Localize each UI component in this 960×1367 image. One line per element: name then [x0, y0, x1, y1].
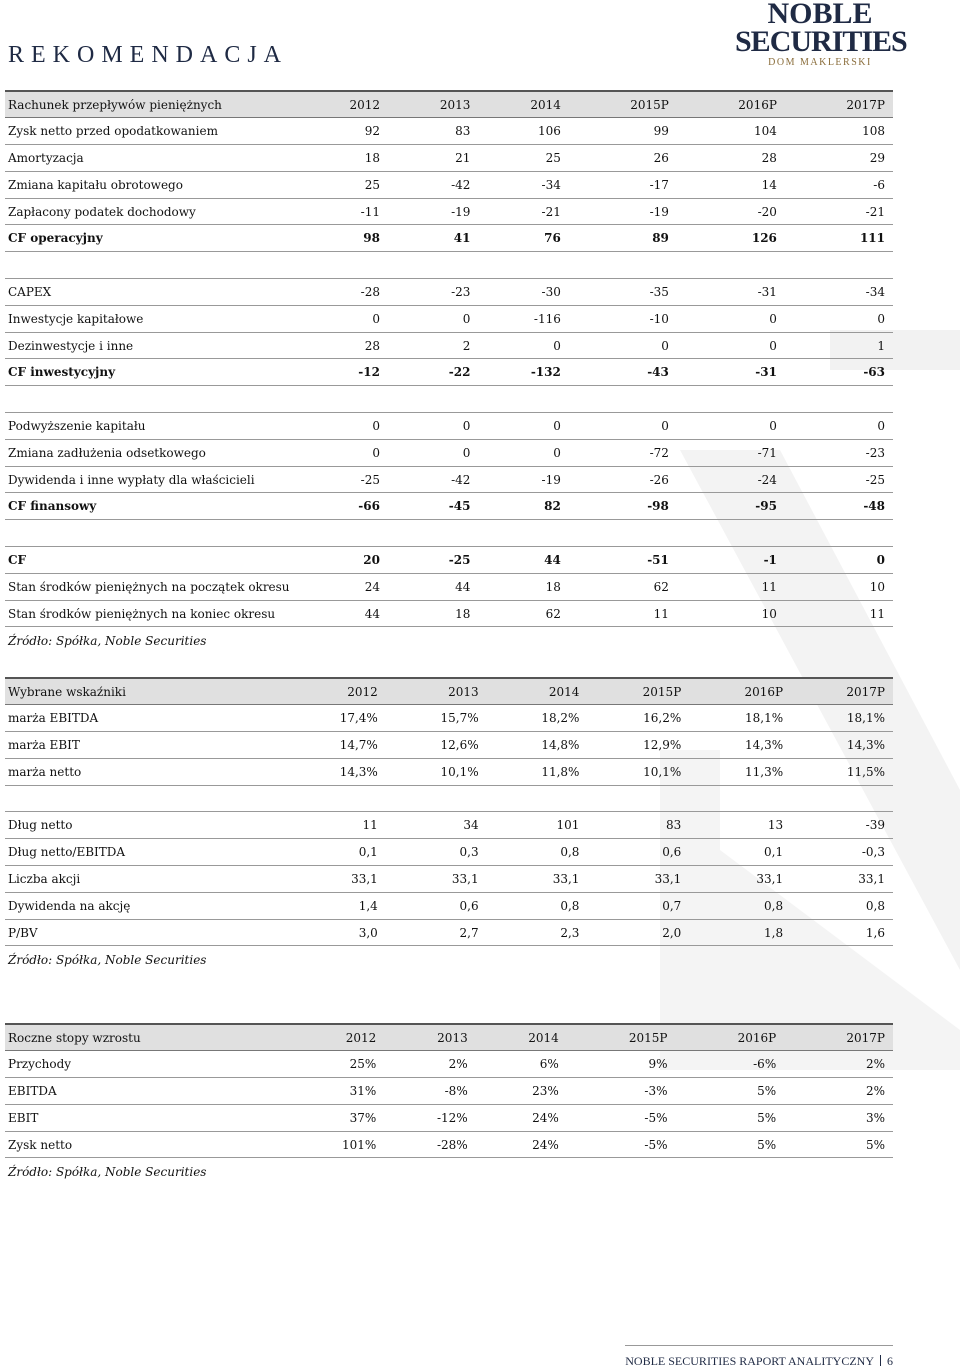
value-cell: 18 [298, 145, 388, 172]
value-cell: 33,1 [386, 866, 487, 893]
value-cell: 11 [677, 573, 785, 600]
value-cell: 2,7 [386, 919, 487, 946]
value-cell: 28 [298, 332, 388, 359]
value-cell: -48 [785, 493, 893, 520]
value-cell: 0 [478, 413, 568, 440]
value-cell: 76 [478, 225, 568, 252]
value-cell: 10,1% [587, 758, 689, 785]
row-label-cell: CAPEX [5, 279, 298, 306]
value-cell: 0,7 [587, 892, 689, 919]
value-cell: 21 [388, 145, 478, 172]
value-cell: 12,6% [386, 732, 487, 759]
source-note: Źródło: Spółka, Noble Securities [8, 1164, 207, 1179]
value-cell: -25 [388, 547, 478, 574]
value-cell: 0 [677, 332, 785, 359]
row-label-cell: Liczba akcji [5, 866, 285, 893]
table-row [5, 145, 893, 172]
value-cell: -95 [677, 493, 785, 520]
value-cell: 0,1 [285, 839, 386, 866]
row-label-cell: marża EBITDA [5, 705, 285, 732]
value-cell: 0,8 [487, 839, 588, 866]
value-cell: 0 [785, 547, 893, 574]
value-cell: -5% [567, 1104, 676, 1131]
row-label-cell: Dywidenda i inne wypłaty dla właścicieli [5, 466, 298, 493]
value-cell: -116 [478, 305, 568, 332]
page-title: REKOMENDACJA [8, 42, 289, 68]
value-cell: -21 [478, 198, 568, 225]
value-cell: -30 [478, 279, 568, 306]
value-cell: -39 [791, 812, 893, 839]
financial-table-2 [5, 1023, 893, 1185]
table-row [5, 1131, 893, 1158]
row-label-cell: Zmiana zadłużenia odsetkowego [5, 439, 298, 466]
source-note: Źródło: Spółka, Noble Securities [8, 633, 207, 648]
value-cell: 62 [478, 600, 568, 627]
table-row [5, 732, 893, 759]
value-cell: 33,1 [285, 866, 386, 893]
table-row [5, 1078, 893, 1105]
value-cell: 0 [388, 413, 478, 440]
value-cell: 2% [384, 1051, 475, 1078]
table-row [5, 413, 893, 440]
table-row [5, 547, 893, 574]
value-cell: 0 [785, 305, 893, 332]
value-cell: 31% [285, 1078, 384, 1105]
value-cell: 0 [677, 305, 785, 332]
table-row [5, 493, 893, 520]
financial-table-0 [5, 90, 893, 654]
value-cell: -8% [384, 1078, 475, 1105]
value-cell: -11 [298, 198, 388, 225]
value-cell: 18,1% [689, 705, 791, 732]
value-cell: -12 [298, 359, 388, 386]
value-cell: 10,1% [386, 758, 487, 785]
row-label-cell: Podwyższenie kapitału [5, 413, 298, 440]
value-cell: -10 [569, 305, 677, 332]
value-cell: 0 [298, 413, 388, 440]
value-cell: 11 [569, 600, 677, 627]
year-header-cell: 2013 [388, 91, 478, 118]
row-label-cell: Stan środków pieniężnych na koniec okresu [5, 600, 298, 627]
year-header-cell: 2016P [689, 678, 791, 705]
footer-text: NOBLE SECURITIES RAPORT ANALITYCZNY [625, 1354, 874, 1367]
spacer-cell [5, 785, 893, 812]
value-cell: 44 [298, 600, 388, 627]
value-cell: 11 [785, 600, 893, 627]
value-cell: -1 [677, 547, 785, 574]
row-label-cell: Dług netto/EBITDA [5, 839, 285, 866]
value-cell: 0 [478, 439, 568, 466]
value-cell: -21 [785, 198, 893, 225]
value-cell: -24 [677, 466, 785, 493]
source-row [5, 1158, 893, 1185]
value-cell: 0,8 [791, 892, 893, 919]
footer-separator [880, 1355, 881, 1366]
value-cell: 33,1 [689, 866, 791, 893]
value-cell: 0 [298, 439, 388, 466]
value-cell: -51 [569, 547, 677, 574]
value-cell: 2% [784, 1078, 893, 1105]
value-cell: 18,1% [791, 705, 893, 732]
table-row [5, 919, 893, 946]
value-cell: -17 [569, 171, 677, 198]
value-cell: 0 [677, 413, 785, 440]
value-cell: 16,2% [587, 705, 689, 732]
value-cell: -28% [384, 1131, 475, 1158]
table-row [5, 198, 893, 225]
value-cell: 83 [388, 118, 478, 145]
value-cell: 126 [677, 225, 785, 252]
logo-securities-text: SECURITIES [735, 25, 907, 58]
value-cell: 11,3% [689, 758, 791, 785]
value-cell: 1,4 [285, 892, 386, 919]
row-label-cell: marża netto [5, 758, 285, 785]
value-cell: 0 [298, 305, 388, 332]
value-cell: 25 [478, 145, 568, 172]
value-cell: -6 [785, 171, 893, 198]
value-cell: 0,6 [386, 892, 487, 919]
value-cell: 0,8 [487, 892, 588, 919]
value-cell: 18,2% [487, 705, 588, 732]
value-cell: 5% [675, 1078, 784, 1105]
value-cell: -0,3 [791, 839, 893, 866]
year-header-cell: 2017P [791, 678, 893, 705]
value-cell: 0 [569, 413, 677, 440]
value-cell: -72 [569, 439, 677, 466]
row-label-cell: Dywidenda na akcję [5, 892, 285, 919]
value-cell: 15,7% [386, 705, 487, 732]
value-cell: 37% [285, 1104, 384, 1131]
value-cell: -45 [388, 493, 478, 520]
value-cell: 2,3 [487, 919, 588, 946]
value-cell: 25 [298, 171, 388, 198]
value-cell: -43 [569, 359, 677, 386]
value-cell: 11,8% [487, 758, 588, 785]
value-cell: 0,3 [386, 839, 487, 866]
year-header-cell: 2015P [567, 1024, 676, 1051]
table-row [5, 118, 893, 145]
value-cell: 101 [487, 812, 588, 839]
value-cell: -26 [569, 466, 677, 493]
row-label-cell: Dezinwestycje i inne [5, 332, 298, 359]
value-cell: 14,3% [689, 732, 791, 759]
row-label-cell: Zmiana kapitału obrotowego [5, 171, 298, 198]
value-cell: 20 [298, 547, 388, 574]
value-cell: 0,1 [689, 839, 791, 866]
year-header-cell: 2015P [587, 678, 689, 705]
value-cell: 111 [785, 225, 893, 252]
table-row [5, 1051, 893, 1078]
value-cell: 9% [567, 1051, 676, 1078]
table-row [5, 573, 893, 600]
value-cell: 24% [476, 1104, 567, 1131]
page-number: 6 [887, 1354, 893, 1367]
table-row [5, 171, 893, 198]
company-logo [735, 0, 905, 69]
year-header-cell: 2013 [384, 1024, 475, 1051]
value-cell: 14,7% [285, 732, 386, 759]
row-label-cell: Inwestycje kapitałowe [5, 305, 298, 332]
table-row [5, 812, 893, 839]
value-cell: 0 [388, 439, 478, 466]
table-row [5, 466, 893, 493]
year-header-cell: 2013 [386, 678, 487, 705]
value-cell: 5% [675, 1104, 784, 1131]
value-cell: 5% [675, 1131, 784, 1158]
page-footer [625, 1345, 893, 1367]
spacer-cell [5, 252, 893, 279]
value-cell: 98 [298, 225, 388, 252]
value-cell: 106 [478, 118, 568, 145]
year-header-cell: 2012 [298, 91, 388, 118]
value-cell: 0,8 [689, 892, 791, 919]
value-cell: 11,5% [791, 758, 893, 785]
table-title-cell: Rachunek przepływów pieniężnych [5, 91, 298, 118]
source-note: Źródło: Spółka, Noble Securities [8, 952, 207, 967]
table-title-cell: Roczne stopy wzrostu [5, 1024, 285, 1051]
value-cell: -31 [677, 359, 785, 386]
value-cell: -6% [675, 1051, 784, 1078]
value-cell: 11 [285, 812, 386, 839]
value-cell: 0 [388, 305, 478, 332]
value-cell: 3,0 [285, 919, 386, 946]
spacer-cell [5, 386, 893, 413]
logo-subtitle: DOM MAKLERSKI [768, 57, 872, 68]
value-cell: 10 [785, 573, 893, 600]
value-cell: 83 [587, 812, 689, 839]
value-cell: 0,6 [587, 839, 689, 866]
value-cell: 92 [298, 118, 388, 145]
year-header-cell: 2014 [476, 1024, 567, 1051]
row-label-cell: Dług netto [5, 812, 285, 839]
table-header-row [5, 91, 893, 118]
value-cell: -63 [785, 359, 893, 386]
table-header-row [5, 1024, 893, 1051]
value-cell: -25 [298, 466, 388, 493]
value-cell: -98 [569, 493, 677, 520]
table-row [5, 359, 893, 386]
year-header-cell: 2014 [478, 91, 568, 118]
value-cell: 14,3% [791, 732, 893, 759]
value-cell: 18 [388, 600, 478, 627]
value-cell: -5% [567, 1131, 676, 1158]
value-cell: 25% [285, 1051, 384, 1078]
table-row [5, 305, 893, 332]
row-label-cell: P/BV [5, 919, 285, 946]
source-row [5, 946, 893, 973]
value-cell: 89 [569, 225, 677, 252]
value-cell: -31 [677, 279, 785, 306]
value-cell: -19 [569, 198, 677, 225]
spacer-cell [5, 520, 893, 547]
table-header-row [5, 678, 893, 705]
value-cell: -20 [677, 198, 785, 225]
year-header-cell: 2017P [784, 1024, 893, 1051]
table-row [5, 279, 893, 306]
value-cell: -23 [785, 439, 893, 466]
value-cell: 0 [785, 413, 893, 440]
row-label-cell: Amortyzacja [5, 145, 298, 172]
value-cell: 1 [785, 332, 893, 359]
table-row [5, 839, 893, 866]
value-cell: 18 [478, 573, 568, 600]
row-label-cell: Zysk netto [5, 1131, 285, 1158]
value-cell: 0 [569, 332, 677, 359]
value-cell: -42 [388, 466, 478, 493]
value-cell: 1,8 [689, 919, 791, 946]
row-label-cell: Przychody [5, 1051, 285, 1078]
value-cell: -12% [384, 1104, 475, 1131]
row-label-cell: Stan środków pieniężnych na początek okresu [5, 573, 298, 600]
value-cell: 14,8% [487, 732, 588, 759]
spacer-row [5, 386, 893, 413]
table-row [5, 600, 893, 627]
row-label-cell: CF operacyjny [5, 225, 298, 252]
value-cell: 6% [476, 1051, 567, 1078]
year-header-cell: 2014 [487, 678, 588, 705]
table-row [5, 439, 893, 466]
value-cell: 3% [784, 1104, 893, 1131]
value-cell: -71 [677, 439, 785, 466]
year-header-cell: 2012 [285, 678, 386, 705]
value-cell: 26 [569, 145, 677, 172]
value-cell: 17,4% [285, 705, 386, 732]
value-cell: -42 [388, 171, 478, 198]
value-cell: -132 [478, 359, 568, 386]
value-cell: -66 [298, 493, 388, 520]
value-cell: 2,0 [587, 919, 689, 946]
value-cell: 99 [569, 118, 677, 145]
value-cell: -19 [478, 466, 568, 493]
value-cell: -23 [388, 279, 478, 306]
value-cell: 5% [784, 1131, 893, 1158]
value-cell: 14,3% [285, 758, 386, 785]
table-row [5, 866, 893, 893]
table-row [5, 758, 893, 785]
row-label-cell: CF [5, 547, 298, 574]
value-cell: 44 [478, 547, 568, 574]
value-cell: 82 [478, 493, 568, 520]
value-cell: -3% [567, 1078, 676, 1105]
value-cell: 1,6 [791, 919, 893, 946]
value-cell: 12,9% [587, 732, 689, 759]
spacer-row [5, 520, 893, 547]
table-row [5, 332, 893, 359]
year-header-cell: 2016P [675, 1024, 784, 1051]
value-cell: 28 [677, 145, 785, 172]
year-header-cell: 2017P [785, 91, 893, 118]
value-cell: 24 [298, 573, 388, 600]
table-row [5, 225, 893, 252]
row-label-cell: CF inwestycyjny [5, 359, 298, 386]
value-cell: 104 [677, 118, 785, 145]
value-cell: -34 [785, 279, 893, 306]
year-header-cell: 2016P [677, 91, 785, 118]
value-cell: 2 [388, 332, 478, 359]
value-cell: 108 [785, 118, 893, 145]
table-row [5, 892, 893, 919]
value-cell: 41 [388, 225, 478, 252]
spacer-row [5, 785, 893, 812]
row-label-cell: CF finansowy [5, 493, 298, 520]
value-cell: -34 [478, 171, 568, 198]
value-cell: -28 [298, 279, 388, 306]
value-cell: 14 [677, 171, 785, 198]
value-cell: 29 [785, 145, 893, 172]
value-cell: 34 [386, 812, 487, 839]
value-cell: 33,1 [587, 866, 689, 893]
spacer-row [5, 252, 893, 279]
row-label-cell: Zapłacony podatek dochodowy [5, 198, 298, 225]
table-row [5, 1104, 893, 1131]
value-cell: 2% [784, 1051, 893, 1078]
table-title-cell: Wybrane wskaźniki [5, 678, 285, 705]
financial-table-1 [5, 677, 893, 973]
value-cell: 44 [388, 573, 478, 600]
value-cell: 24% [476, 1131, 567, 1158]
logo-noble-text: NOBLE [767, 0, 873, 30]
value-cell: 33,1 [487, 866, 588, 893]
year-header-cell: 2012 [285, 1024, 384, 1051]
row-label-cell: EBIT [5, 1104, 285, 1131]
value-cell: 0 [478, 332, 568, 359]
value-cell: 23% [476, 1078, 567, 1105]
row-label-cell: marża EBIT [5, 732, 285, 759]
value-cell: -35 [569, 279, 677, 306]
row-label-cell: EBITDA [5, 1078, 285, 1105]
year-header-cell: 2015P [569, 91, 677, 118]
value-cell: -25 [785, 466, 893, 493]
value-cell: 10 [677, 600, 785, 627]
value-cell: 101% [285, 1131, 384, 1158]
value-cell: -19 [388, 198, 478, 225]
value-cell: 62 [569, 573, 677, 600]
source-row [5, 627, 893, 654]
value-cell: -22 [388, 359, 478, 386]
value-cell: 13 [689, 812, 791, 839]
value-cell: 33,1 [791, 866, 893, 893]
table-row [5, 705, 893, 732]
row-label-cell: Zysk netto przed opodatkowaniem [5, 118, 298, 145]
